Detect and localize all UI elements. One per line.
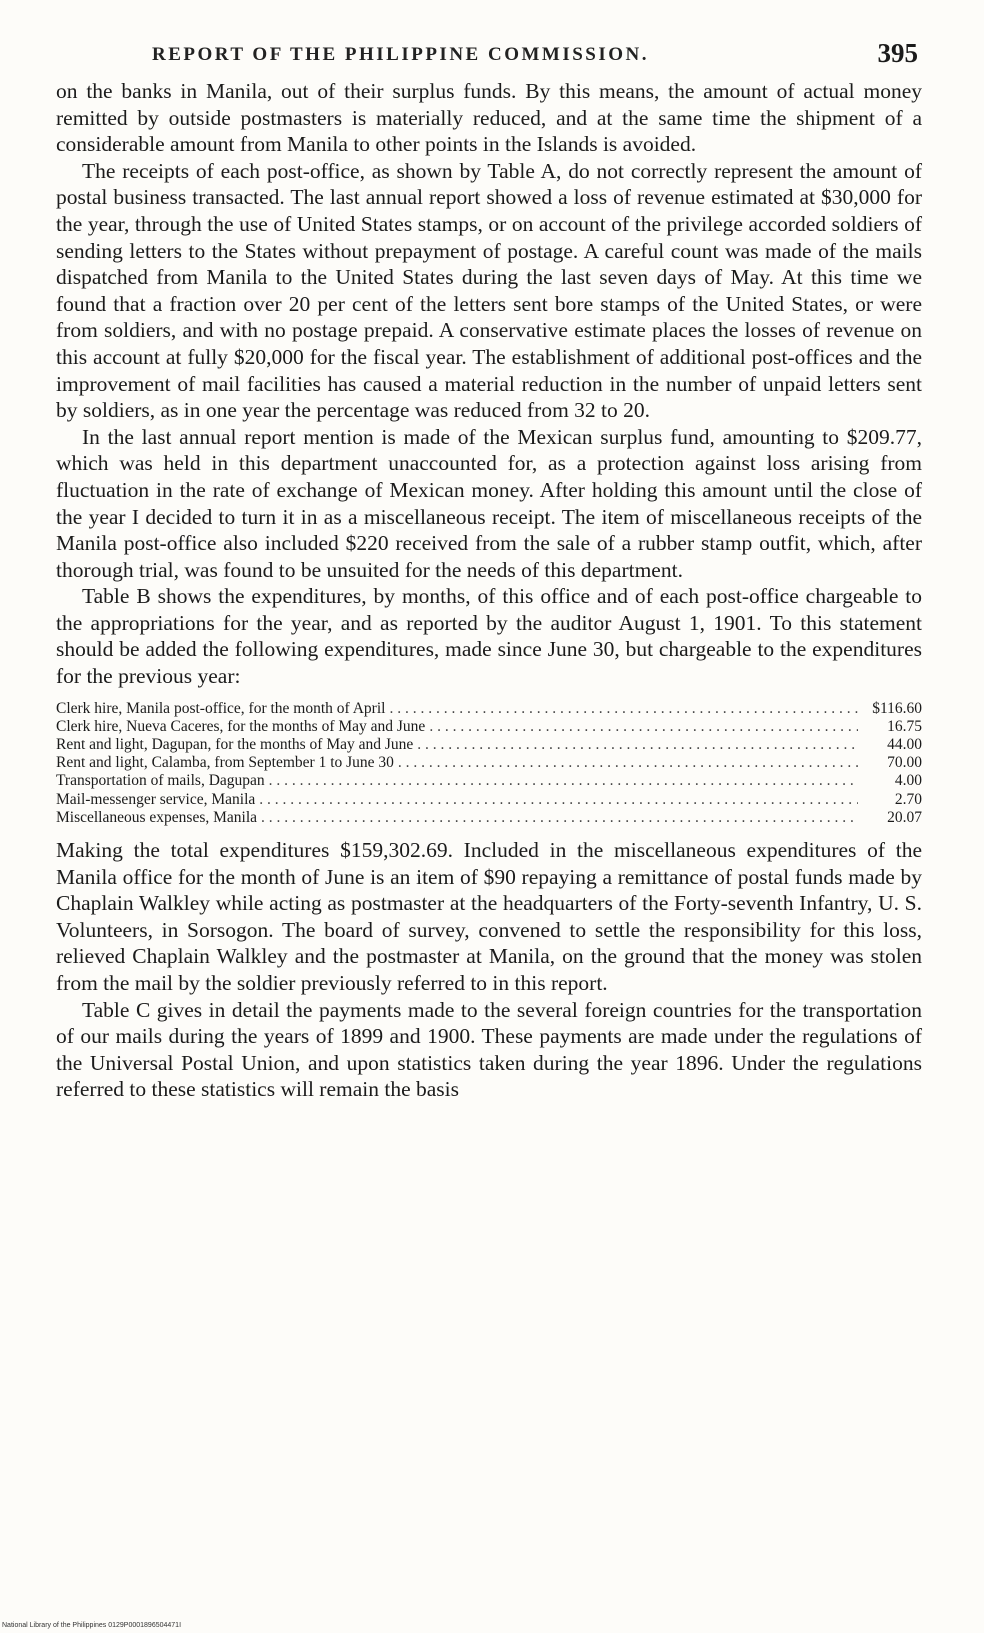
expenditure-row	[56, 754, 922, 772]
dot-leader	[429, 718, 858, 736]
expenditure-item: Miscellaneous expenses, Manila	[56, 808, 258, 826]
library-stamp: National Library of the Philippines 0129P0001896504471I	[2, 1622, 182, 1629]
expenditure-item: Clerk hire, Nueva Caceres, for the months of May and June	[56, 717, 426, 735]
expenditure-row	[56, 772, 922, 790]
expenditure-row	[56, 700, 922, 718]
paragraph-continuation: on the banks in Manila, out of their surplus funds. By this means, the amount of actual money remitted by outside postmasters is materially reduced, and at the same time the shipment of a considerable amount from Manila to other points in the Islands is avoided.	[56, 79, 922, 157]
expenditure-amount: 2.70	[894, 790, 922, 808]
expenditure-list	[56, 700, 922, 827]
expenditure-amount: 44.00	[887, 736, 922, 754]
expenditure-amount: 16.75	[887, 717, 922, 735]
expenditure-row	[56, 809, 922, 827]
paragraph-receipts: The receipts of each post-office, as shown by Table A, do not correctly represent the amount of postal business transacted. The last annual report showed a loss of revenue estimated at $30,000 for the year, through the use of United States stamps, or on account of the privilege accorded soldiers of sending letters to the States without prepayment of postage. A careful count was made of the mails dispatched from Manila to the United States during the last seven days of May. At this time we found that a fraction over 20 per cent of the letters sent bore stamps of the United States, or were from soldiers, and with no postage prepaid. A conservative estimate places the losses of revenue on this account at fully $20,000 for the fiscal year. The establishment of additional post-offices and the improvement of mail facilities has caused a material reduction in the number of unpaid letters sent by soldiers, as in one year the percentage was reduced from 32 to 20.	[56, 158, 922, 423]
page-header	[56, 34, 922, 78]
document-page	[56, 34, 922, 1103]
expenditure-item: Mail-messenger service, Manila	[56, 790, 256, 808]
expenditure-amount: 20.07	[887, 808, 922, 826]
paragraph-table-c: Table C gives in detail the payments made to the several foreign countries for the transportation of our mails during the years of 1899 and 1900. These payments are made under the regulations of the Universal Postal Union, and upon statistics taken during the year 1896. Under the regulations referred to these statistics will remain the basis	[56, 997, 922, 1102]
dot-leader	[398, 754, 858, 772]
expenditure-row	[56, 718, 922, 736]
expenditure-amount: $116.60	[872, 699, 922, 717]
page-number: 395	[877, 38, 918, 68]
expenditure-row	[56, 791, 922, 809]
dot-leader	[259, 791, 858, 809]
running-title: REPORT OF THE PHILIPPINE COMMISSION.	[152, 44, 650, 65]
paragraph-mexican-surplus: In the last annual report mention is made of the Mexican surplus fund, amounting to $209.77, which was held in this department unaccounted for, as a protection against loss arising from fluctuation in the rate of exchange of Mexican money. After holding this amount until the close of the year I decided to turn it in as a miscellaneous receipt. The item of miscellaneous receipts of the Manila post-office also included $220 received from the sale of a rubber stamp outfit, which, after thorough trial, was found to be unsuited for the needs of this department.	[56, 424, 922, 582]
paragraph-table-b: Table B shows the expenditures, by months, of this office and of each post-office chargeable to the appropriations for the year, and as reported by the auditor August 1, 1901. To this statement should be added the following expenditures, made since June 30, but chargeable to the expenditures for the previous year:	[56, 584, 922, 689]
paragraph-total-expenditures: Making the total expenditures $159,302.69. Included in the miscellaneous expenditures of the Manila office for the month of June is an item of $90 repaying a remittance of postal funds made by Chaplain Walkley while acting as postmaster at the headquarters of the Forty-seventh Infantry, U. S. Volunteers, in Sorsogon. The board of survey, convened to settle the responsibility for this loss, relieved Chaplain Walkley and the postmaster at Manila, on the ground that the money was stolen from the mail by the soldier previously referred to in this report.	[56, 838, 922, 996]
expenditure-amount: 70.00	[887, 754, 922, 772]
expenditure-item: Clerk hire, Manila post-office, for the month of April	[56, 699, 386, 717]
expenditure-item: Rent and light, Dagupan, for the months of May and June	[56, 736, 414, 754]
expenditure-item: Transportation of mails, Dagupan	[56, 772, 265, 790]
dot-leader	[261, 809, 858, 827]
expenditure-item: Rent and light, Calamba, from September 1 to June 30	[56, 754, 394, 772]
dot-leader	[389, 700, 858, 718]
dot-leader	[269, 772, 858, 790]
dot-leader	[417, 736, 858, 754]
expenditure-row	[56, 736, 922, 754]
expenditure-amount: 4.00	[894, 772, 922, 790]
